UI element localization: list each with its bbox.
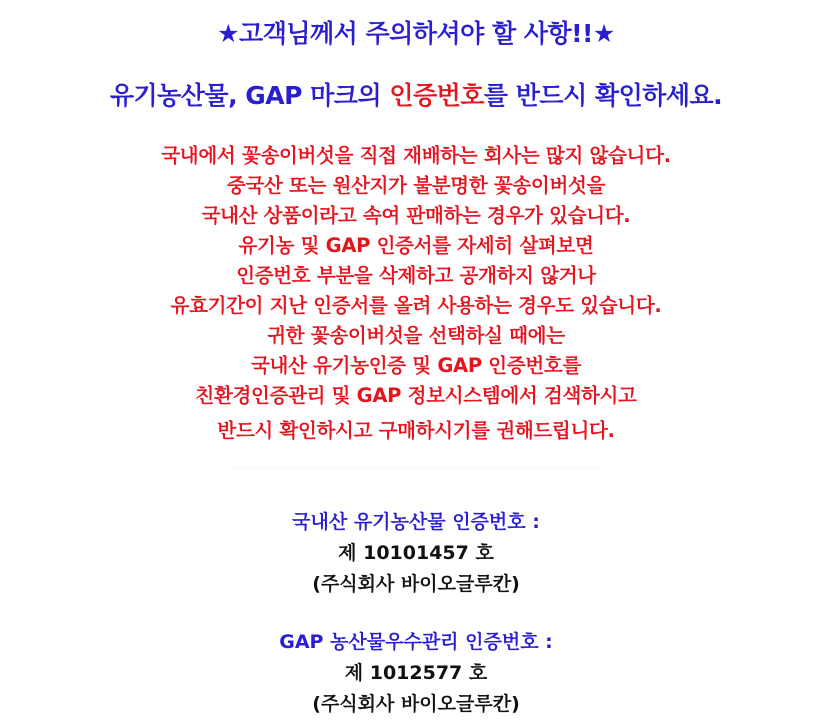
- body-line-6: 유효기간이 지난 인증서를 올려 사용하는 경우도 있습니다.: [170, 294, 662, 317]
- body-line-2: 중국산 또는 원산지가 불분명한 꽃송이버섯을: [226, 174, 606, 197]
- body-line-8: 국내산 유기농인증 및 GAP 인증번호를: [251, 354, 581, 377]
- organic-cert-number: 제 10101457 호: [338, 542, 494, 564]
- divider: [230, 467, 602, 468]
- gap-cert-company: (주식회사 바이오글루칸): [312, 693, 520, 715]
- body-line-9: 친환경인증관리 및 GAP 정보시스템에서 검색하시고: [195, 384, 637, 407]
- organic-cert-label: 국내산 유기농산물 인증번호 :: [292, 511, 540, 533]
- headline-text-end: 를 반드시 확인하세요.: [483, 81, 723, 110]
- body-line-7: 귀한 꽃송이버섯을 선택하실 때에는: [267, 324, 565, 347]
- body-line-1: 국내에서 꽃송이버섯을 직접 재배하는 회사는 많지 않습니다.: [161, 144, 671, 167]
- headline: [0, 76, 832, 112]
- body-line-10: 반드시 확인하시고 구매하시기를 권해드립니다.: [217, 419, 615, 442]
- headline-text-start: 유기농산물, GAP 마크의: [109, 81, 390, 110]
- headline-highlight: 인증번호: [389, 81, 484, 110]
- gap-cert-number: 제 1012577 호: [344, 662, 488, 684]
- notice-title: ★고객님께서 주의하셔야 할 사항!!★: [217, 19, 615, 48]
- gap-cert-label: GAP 농산물우수관리 인증번호 :: [279, 631, 553, 653]
- body-line-3: 국내산 상품이라고 속여 판매하는 경우가 있습니다.: [201, 204, 631, 227]
- organic-cert-company: (주식회사 바이오글루칸): [312, 573, 520, 595]
- body-line-4: 유기농 및 GAP 인증서를 자세히 살펴보면: [238, 234, 594, 257]
- body-line-5: 인증번호 부분을 삭제하고 공개하지 않거나: [236, 264, 596, 287]
